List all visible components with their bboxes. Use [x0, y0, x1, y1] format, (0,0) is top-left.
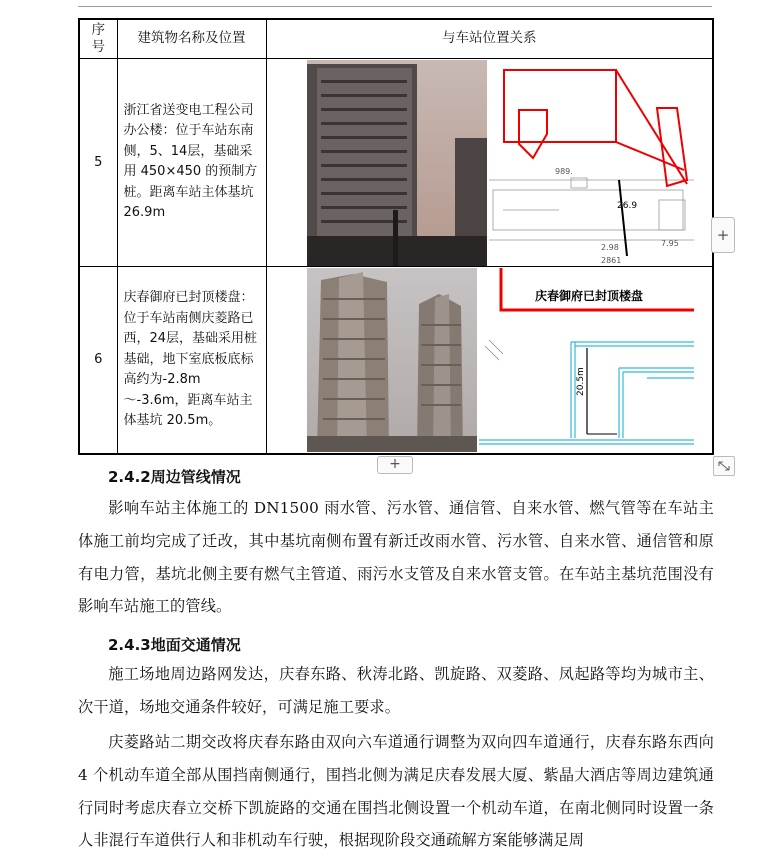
header-name: 建筑物名称及位置 — [117, 19, 266, 58]
paragraph: 影响车站主体施工的 DN1500 雨水管、污水管、通信管、自来水管、燃气管等在车站主体施工前均完成了迁改，其中基坑南侧布置有新迁改雨水管、污水管、自来水管、通信管和原有电力管，基坑北侧主要有燃气主管道、雨污水支管及自来水管支管。在车站主基坑范围没有影响车站施工的管线。 — [78, 499, 714, 616]
row-number: 5 — [79, 58, 117, 266]
paragraph: 施工场地周边路网发达，庆春东路、秋涛北路、凯旋路、双菱路、凤起路等均为城市主、次干道，场地交通条件较好，可满足施工要求。 — [78, 665, 714, 716]
resize-icon — [714, 457, 734, 475]
building-photo-residence — [307, 268, 477, 452]
row-images — [266, 58, 713, 266]
table-row — [79, 58, 713, 266]
section-heading-pipelines: 2.4.2周边管线情况 — [108, 468, 241, 486]
map-title-label: 庆春御府已封顶楼盘 — [534, 288, 643, 303]
row-images — [266, 266, 713, 454]
header-relation: 与车站位置关系 — [266, 19, 713, 58]
row-description: 庆春御府已封顶楼盘：位于车站南侧庆菱路已西，24层，基础采用桩基础，地下室底板底标高约为-2.8m～-3.6m，距离车站主体基坑 20.5m。 — [117, 266, 266, 454]
table-row — [79, 266, 713, 454]
add-row-button[interactable]: + — [377, 456, 413, 474]
site-plan-residence — [479, 268, 694, 452]
paragraph: 庆菱路站二期交改将庆春东路由双向六车道通行调整为双向四车道通行，庆春东路东西向 4 个机动车道全部从围挡南侧通行，围挡北侧为满足庆春发展大厦、紫晶大酒店等周边建筑通行同时考虑庆春立交桥下凯旋路的交通在围挡北侧设置一个机动车道，在南北侧同时设置一条人非混行车道供行人和非机动车行驶，根据现阶段交通疏解方案能够满足周 — [78, 733, 714, 850]
section-heading-traffic: 2.4.3地面交通情况 — [108, 636, 241, 654]
header-no: 序号 — [79, 19, 117, 58]
header-rule — [78, 0, 712, 7]
add-column-button[interactable]: + — [711, 217, 735, 253]
table-header-row — [79, 19, 713, 58]
building-photo-office — [307, 60, 487, 266]
map-distance-label: 26.9 — [616, 200, 637, 211]
map-distance-label: 20.5m — [575, 366, 586, 396]
map-label: 2861 — [600, 255, 621, 265]
table-resize-handle[interactable] — [713, 456, 735, 476]
row-description: 浙江省送变电工程公司办公楼：位于车站东南侧，5、14层，基础采用 450×450 的预制方桩。距离车站主体基坑 26.9m — [117, 58, 266, 266]
building-table — [78, 18, 714, 455]
map-label: 989. — [554, 166, 573, 176]
site-plan-office — [489, 60, 694, 266]
map-label: 2.98 — [600, 242, 619, 252]
map-label: 7.95 — [660, 238, 679, 248]
row-number: 6 — [79, 266, 117, 454]
